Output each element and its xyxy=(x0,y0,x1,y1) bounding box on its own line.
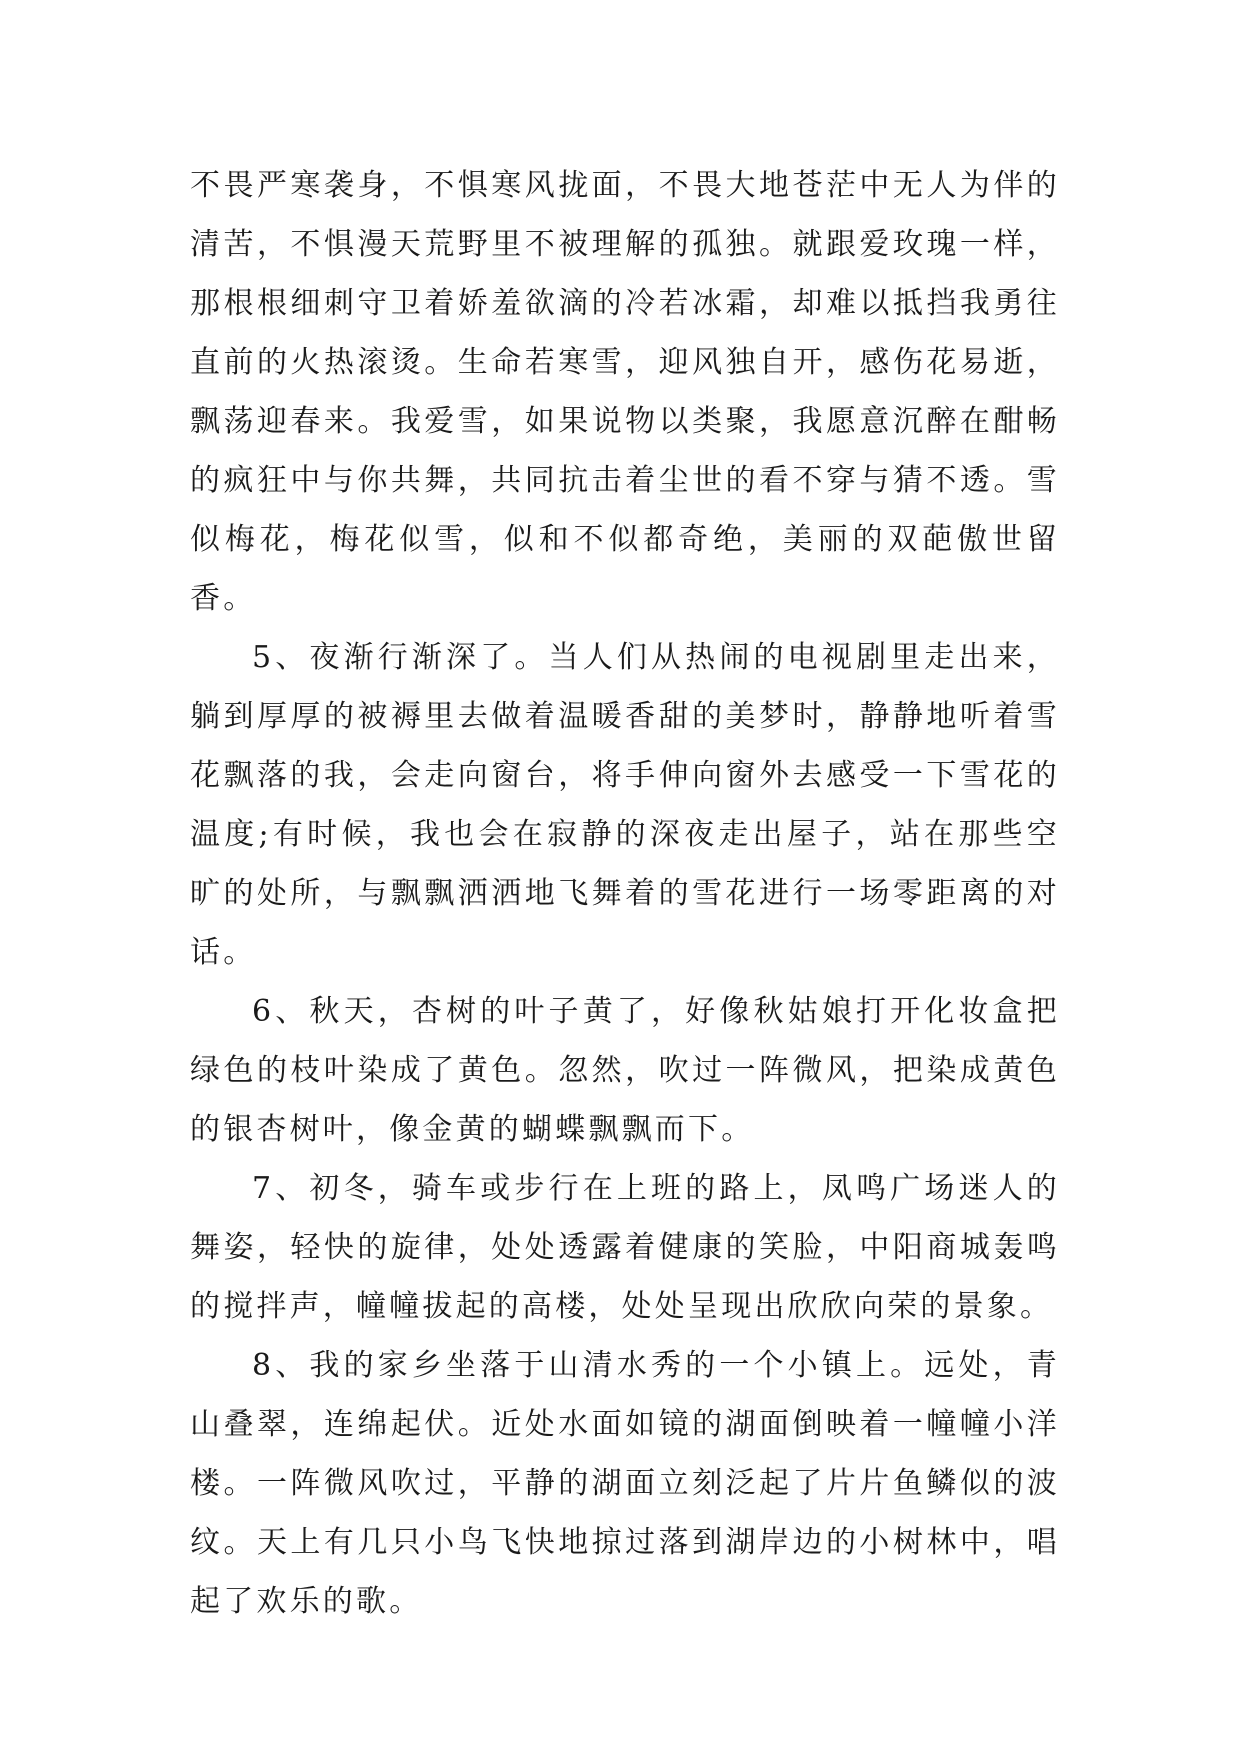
paragraph-snow-continuation: 不畏严寒袭身，不惧寒风拢面，不畏大地苍茫中无人为伴的清苦，不惧漫天荒野里不被理解的孤独。就跟爱玫瑰一样，那根根细刺守卫着娇羞欲滴的冷若冰霜，却难以抵挡我勇往直前的火热滚烫。生命若寒雪，迎风独自开，感伤花易逝，飘荡迎春来。我爱雪，如果说物以类聚，我愿意沉醉在酣畅的疯狂中与你共舞，共同抗击着尘世的看不穿与猜不透。雪似梅花，梅花似雪，似和不似都奇绝，美丽的双葩傲世留香。 xyxy=(190,168,1060,616)
paragraph-8-hometown: 8、我的家乡坐落于山清水秀的一个小镇上。远处，青山叠翠，连绵起伏。近处水面如镜的湖面倒映着一幢幢小洋楼。一阵微风吹过，平静的湖面立刻泛起了片片鱼鳞似的波纹。天上有几只小鸟飞快地掠过落到湖岸边的小树林中，唱起了欢乐的歌。 xyxy=(190,1348,1060,1619)
paragraph-5-night-snow: 5、夜渐行渐深了。当人们从热闹的电视剧里走出来，躺到厚厚的被褥里去做着温暖香甜的美梦时，静静地听着雪花飘落的我，会走向窗台，将手伸向窗外去感受一下雪花的温度;有时候，我也会在寂静的深夜走出屋子，站在那些空旷的处所，与飘飘洒洒地飞舞着的雪花进行一场零距离的对话。 xyxy=(190,640,1060,970)
paragraph-7-early-winter: 7、初冬，骑车或步行在上班的路上，凤鸣广场迷人的舞姿，轻快的旋律，处处透露着健康的笑脸，中阳商城轰鸣的搅拌声，幢幢拔起的高楼，处处呈现出欣欣向荣的景象。 xyxy=(190,1171,1060,1324)
paragraph-6-autumn-ginkgo: 6、秋天，杏树的叶子黄了，好像秋姑娘打开化妆盒把绿色的枝叶染成了黄色。忽然，吹过一阵微风，把染成黄色的银杏树叶，像金黄的蝴蝶飘飘而下。 xyxy=(190,994,1060,1147)
document-body xyxy=(190,156,1060,1631)
